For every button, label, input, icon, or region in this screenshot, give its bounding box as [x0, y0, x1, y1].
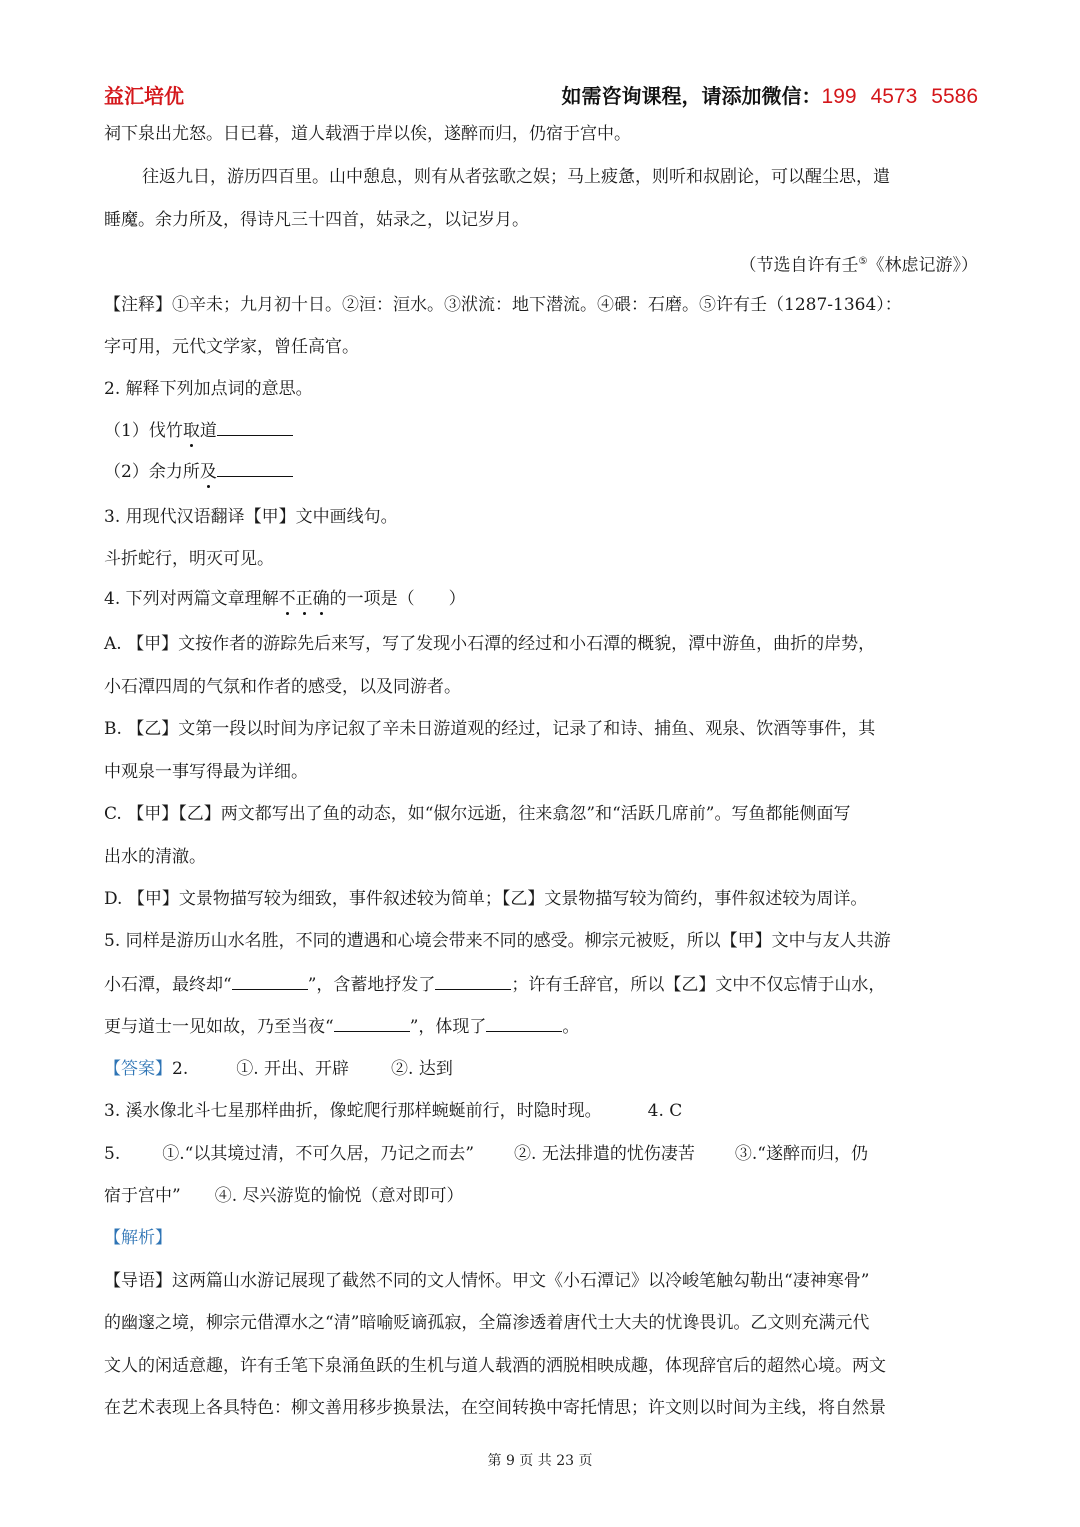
notes-line: 字可用，元代文学家，曾任高官。	[104, 337, 359, 357]
passage-line: 祠下泉出尤怒。日已暮，道人载酒于岸以俟，遂醉而归，仍宿于宫中。	[104, 124, 631, 144]
analysis-tag: 【解析】	[104, 1228, 172, 1248]
question-2-title: 2. 解释下列加点词的意思。	[104, 379, 313, 399]
answer-blank[interactable]	[217, 460, 293, 477]
wechat-number: 199 4573 5586	[821, 85, 978, 108]
question-5-line: 5. 同样是游历山水名胜，不同的遭遇和心境会带来不同的感受。柳宗元被贬，所以【甲】文中与友人共游	[104, 931, 891, 951]
answer-line: 宿于宫中” ④. 尽兴游览的愉悦（意对即可）	[104, 1186, 464, 1206]
option-a: A. 【甲】文按作者的游踪先后来写，写了发现小石潭的经过和小石潭的概貌，潭中游鱼，曲折的岸势，	[104, 634, 876, 654]
question-4-title: 4. 下列对两篇文章理解不正确的一项是（ ）	[104, 589, 466, 609]
answer-blank[interactable]	[232, 973, 308, 990]
page-header	[104, 80, 978, 110]
notes-line: 【注释】①辛未；九月初十日。②洹：洹水。③洑流：地下潜流。④碨：石磨。⑤许有壬（1287-1364）：	[104, 295, 902, 315]
question-5-line: 更与道士一见如故，乃至当夜“ ”，体现了 。	[104, 1017, 580, 1037]
passage-line: 往返九日，游历四百里。山中憩息，则有从者弦歌之娱；马上疲惫，则听和叔剧论，可以醒尘思，遣	[142, 167, 890, 187]
answer-blank[interactable]	[334, 1015, 410, 1032]
answer-blank[interactable]	[217, 419, 293, 436]
brand-name: 益汇培优	[104, 84, 184, 108]
contact-info	[562, 80, 978, 109]
contact-label: 如需咨询课程，请添加微信：	[561, 84, 822, 108]
option-b-cont: 中观泉一事写得最为详细。	[104, 762, 308, 782]
analysis-line: 文人的闲适意趣，许有壬笔下泉涌鱼跃的生机与道人载酒的洒脱相映成趣，体现辞官后的超然心境。两文	[104, 1356, 886, 1376]
passage-line: 睡魔。余力所及，得诗凡三十四首，姑录之，以记岁月。	[104, 210, 529, 230]
answer-line: 3. 溪水像北斗七星那样曲折，像蛇爬行那样蜿蜒前行，时隐时现。 4. C	[104, 1101, 683, 1121]
option-a-cont: 小石潭四周的气氛和作者的感受，以及同游者。	[104, 677, 461, 697]
question-3-title: 3. 用现代汉语翻译【甲】文中画线句。	[104, 507, 398, 527]
page-number: 第 9 页 共 23 页	[487, 1453, 593, 1469]
answer-blank[interactable]	[435, 973, 511, 990]
answer-line: 5. ①.“以其境过清，不可久居，乃记之而去” ②. 无法排遣的忧伤凄苦 ③.“遂醉而归，仍	[104, 1144, 868, 1164]
source-citation: （节选自许有壬⑤《林虑记游》）	[739, 255, 978, 276]
analysis-line: 【导语】这两篇山水游记展现了截然不同的文人情怀。甲文《小石潭记》以冷峻笔触勾勒出“凄神寒骨”	[104, 1271, 870, 1291]
answer-tag: 【答案】	[104, 1059, 172, 1079]
answer-blank[interactable]	[486, 1015, 562, 1032]
option-c: C. 【甲】【乙】两文都写出了鱼的动态，如“俶尔远逝，往来翕忽”和“活跃几席前”。写鱼都能侧面写	[104, 804, 851, 824]
question-2-item-2: （2）余力所及	[104, 460, 978, 483]
answer-line: 【答案】2. ①. 开出、开辟 ②. 达到	[104, 1059, 453, 1079]
question-2-item-1: （1）伐竹取道	[104, 419, 978, 442]
question-5-line: 小石潭，最终却“ ”，含蓄地抒发了 ；许有壬辞官，所以【乙】文中不仅忘情于山水，	[104, 975, 886, 995]
option-b: B. 【乙】文第一段以时间为序记叙了辛未日游道观的经过，记录了和诗、捕鱼、观泉、饮酒等事件，其	[104, 719, 876, 739]
option-c-cont: 出水的清澈。	[104, 847, 206, 867]
analysis-line: 的幽邃之境，柳宗元借潭水之“清”暗喻贬谪孤寂，全篇渗透着唐代士大夫的忧谗畏讥。乙文则充满元代	[104, 1313, 870, 1333]
option-d: D. 【甲】文景物描写较为细致，事件叙述较为简单；【乙】文景物描写较为简约，事件叙述较为周详。	[104, 889, 868, 909]
question-3-sentence: 斗折蛇行，明灭可见。	[104, 549, 274, 569]
analysis-line: 在艺术表现上各具特色：柳文善用移步换景法，在空间转换中寄托情思；许文则以时间为主线，将自然景	[104, 1398, 886, 1418]
